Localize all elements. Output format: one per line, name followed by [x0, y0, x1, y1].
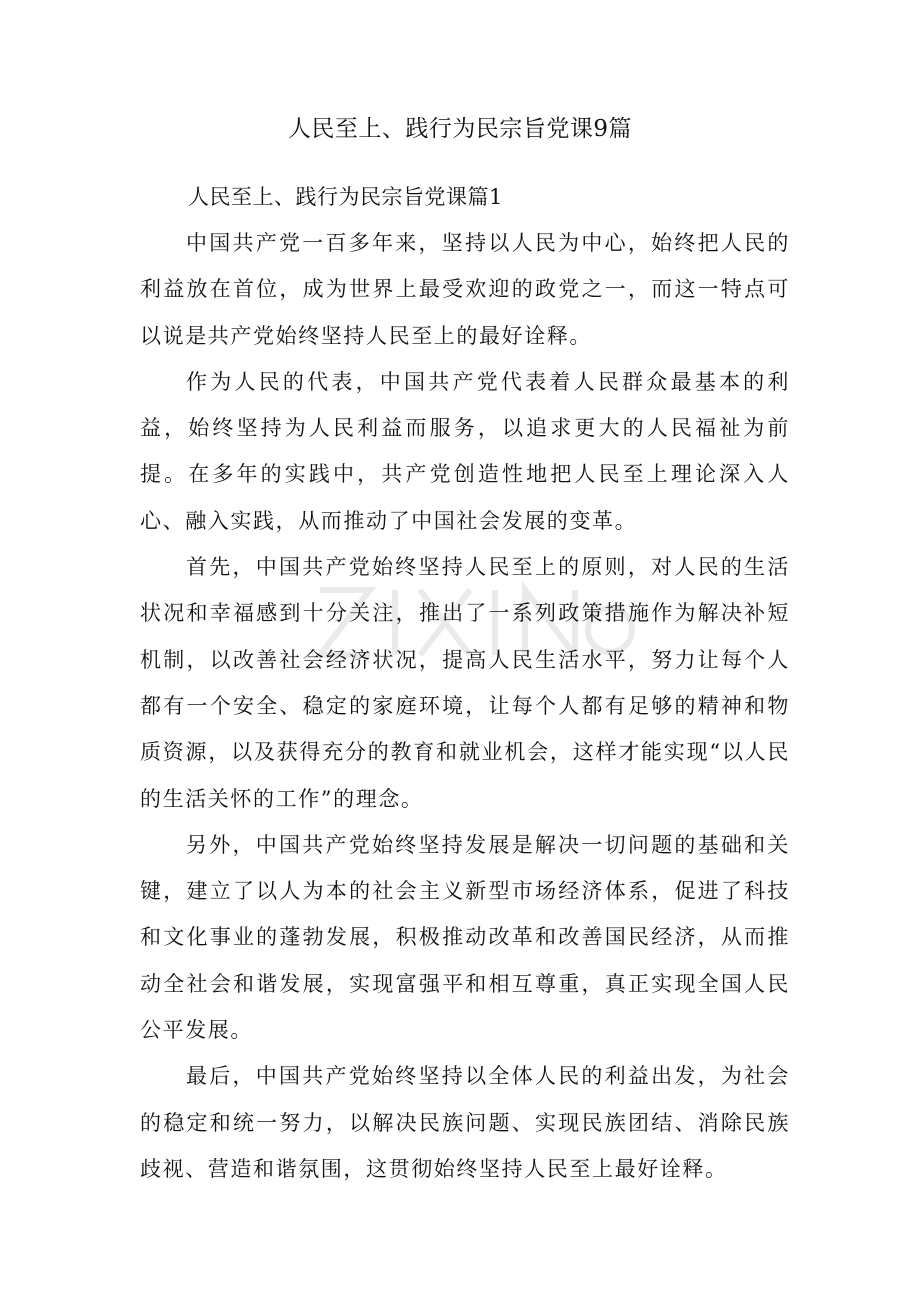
document-title: 人民至上、践行为民宗旨党课9篇	[287, 116, 633, 142]
paragraph-4: 另外，中国共产党始终坚持发展是解决一切问题的基础和关键，建立了以人为本的社会主义新型市场经济体系，促进了科技和文化事业的蓬勃发展，积极推动改革和改善国民经济，从而推动全社会和谐发展，实现富强平和相互尊重，真正实现全国人民公平发展。	[140, 832, 790, 1043]
paragraph-1: 中国共产党一百多年来，坚持以人民为中心，始终把人民的利益放在首位，成为世界上最受欢迎的政党之一，而这一特点可以说是共产党始终坚持人民至上的最好诠释。	[140, 231, 790, 348]
section-heading: 人民至上、践行为民宗旨党课篇1	[188, 185, 503, 209]
paragraph-3: 首先，中国共产党始终坚持人民至上的原则，对人民的生活状况和幸福感到十分关注，推出了一系列政策措施作为解决补短机制，以改善社会经济状况，提高人民生活水平，努力让每个人都有一个安全、稳定的家庭环境，让每个人都有足够的精神和物质资源，以及获得充分的教育和就业机会，这样才能实现“以人民的生活关怀的工作”的理念。	[140, 555, 790, 811]
paragraph-5: 最后，中国共产党始终坚持以全体人民的利益出发，为社会的稳定和统一努力，以解决民族问题、实现民族团结、消除民族歧视、营造和谐氛围，这贯彻始终坚持人民至上最好诠释。	[140, 1064, 790, 1181]
paragraph-2: 作为人民的代表，中国共产党代表着人民群众最基本的利益，始终坚持为人民利益而服务，以追求更大的人民福祉为前提。在多年的实践中，共产党创造性地把人民至上理论深入人心、融入实践，从而推动了中国社会发展的变革。	[140, 369, 790, 533]
document-body	[140, 174, 790, 1192]
